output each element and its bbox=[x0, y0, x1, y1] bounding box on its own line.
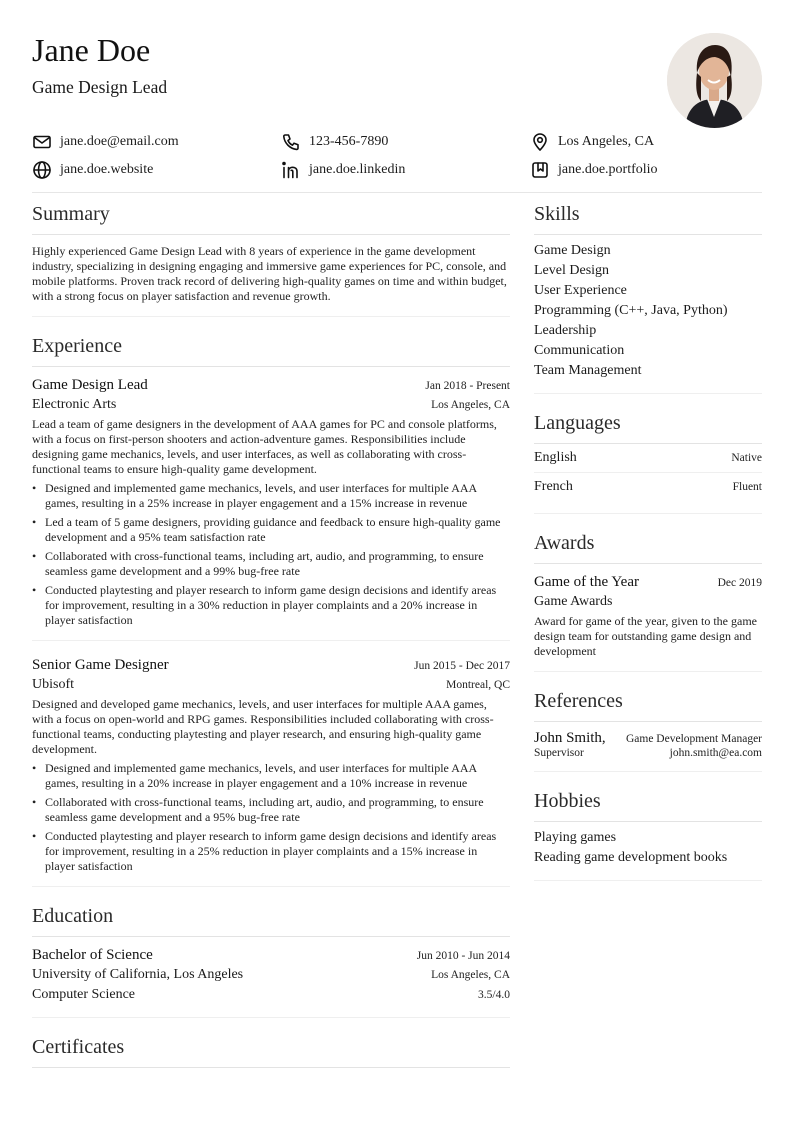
languages-section bbox=[534, 410, 762, 514]
award-title: Game of the Year bbox=[534, 574, 639, 590]
skills-heading: Skills bbox=[534, 201, 762, 235]
job-location: Montreal, QC bbox=[446, 679, 510, 691]
award-item bbox=[534, 572, 762, 659]
left-column bbox=[32, 201, 510, 1096]
resume-page bbox=[32, 30, 762, 1096]
skills-section bbox=[534, 201, 762, 394]
degree-name: Bachelor of Science bbox=[32, 947, 153, 963]
education-item bbox=[32, 945, 510, 1005]
gpa: 3.5/4.0 bbox=[478, 989, 510, 1001]
reference-email[interactable]: john.smith@ea.com bbox=[669, 747, 762, 759]
experience-section bbox=[32, 333, 510, 887]
skill-item: Programming (C++, Java, Python) bbox=[534, 303, 728, 318]
awards-heading: Awards bbox=[534, 530, 762, 564]
globe-icon bbox=[32, 160, 52, 180]
language-item bbox=[534, 444, 762, 472]
skill-item: User Experience bbox=[534, 283, 627, 298]
experience-heading: Experience bbox=[32, 333, 510, 367]
reference-item bbox=[534, 730, 762, 759]
location-pin-icon bbox=[530, 132, 550, 152]
contact-website[interactable] bbox=[32, 160, 281, 180]
mail-icon bbox=[32, 132, 52, 152]
references-heading: References bbox=[534, 688, 762, 722]
school-name: University of California, Los Angeles bbox=[32, 967, 244, 982]
language-level: Native bbox=[731, 452, 762, 464]
achievement-item: • Designed and implemented game mechanics, levels, and user interfaces for multiple AAA games, resulting in a 20% increase in player engagement and a 10% increase in revenue bbox=[32, 761, 510, 791]
language-name: English bbox=[534, 450, 577, 465]
company-name: Ubisoft bbox=[32, 677, 74, 692]
summary-text: Highly experienced Game Design Lead with 8 years of experience in the game development industry, specializing in designing engaging and immersive game experiences for PC, console, and mobile platforms. Proven track record of delivering high-quality games on time and within budget, with a strong focus on player satisfaction and revenue growth. bbox=[32, 244, 507, 303]
school-location: Los Angeles, CA bbox=[431, 969, 510, 981]
skill-item: Communication bbox=[534, 343, 625, 358]
header-divider bbox=[32, 192, 762, 193]
job-description: Designed and developed game mechanics, levels, and user interfaces for multiple AAA games, with a focus on open-world and RPG games. Responsibilities included collaborating with cross-functional teams, conducting playtesting and player research, and ensuring high-quality game development. bbox=[32, 697, 494, 756]
certificates-section bbox=[32, 1034, 510, 1080]
contact-linkedin-text: jane.doe.linkedin bbox=[309, 162, 406, 177]
field-of-study: Computer Science bbox=[32, 987, 136, 1002]
languages-heading: Languages bbox=[534, 410, 762, 444]
right-column bbox=[534, 201, 762, 1096]
profile-photo bbox=[667, 33, 762, 128]
skill-item: Level Design bbox=[534, 263, 610, 278]
summary-heading: Summary bbox=[32, 201, 510, 235]
references-section bbox=[534, 688, 762, 772]
linkedin-icon bbox=[281, 160, 301, 180]
reference-name: John Smith, bbox=[534, 730, 606, 746]
resume-header bbox=[32, 30, 762, 130]
contact-location bbox=[530, 132, 762, 152]
candidate-title: Game Design Lead bbox=[32, 77, 168, 97]
skill-item: Team Management bbox=[534, 363, 642, 378]
education-section bbox=[32, 903, 510, 1018]
job-title: Game Design Lead bbox=[32, 377, 148, 393]
hobbies-heading: Hobbies bbox=[534, 788, 762, 822]
achievement-item: • Collaborated with cross-functional teams, including art, audio, and programming, to ensure seamless game development and a 99% bug-free rate bbox=[32, 549, 510, 579]
education-heading: Education bbox=[32, 903, 510, 937]
summary-section bbox=[32, 201, 510, 317]
achievement-item: • Designed and implemented game mechanics, levels, and user interfaces for multiple AAA games, resulting in a 25% increase in player engagement and a 15% increase in revenue bbox=[32, 481, 510, 511]
hobbies-section bbox=[534, 788, 762, 881]
candidate-name: Jane Doe bbox=[32, 32, 151, 68]
education-dates: Jun 2010 - Jun 2014 bbox=[416, 950, 510, 962]
award-issuer: Game Awards bbox=[534, 594, 613, 609]
skills-list bbox=[534, 241, 762, 381]
contact-list bbox=[32, 132, 762, 180]
achievement-item: • Led a team of 5 game designers, providing guidance and feedback to ensure high-quality game development and a 95% team satisfaction rate bbox=[32, 515, 510, 545]
achievement-list bbox=[32, 761, 510, 874]
phone-icon bbox=[281, 132, 301, 152]
language-level: Fluent bbox=[732, 481, 762, 493]
contact-email-text: jane.doe@email.com bbox=[60, 134, 179, 149]
job-dates: Jun 2015 - Dec 2017 bbox=[414, 660, 510, 672]
experience-item bbox=[32, 375, 510, 628]
contact-phone-text: 123-456-7890 bbox=[309, 134, 389, 149]
portfolio-bookmark-icon bbox=[530, 160, 550, 180]
hobby-item: Reading game development books bbox=[534, 850, 728, 865]
awards-section bbox=[534, 530, 762, 672]
job-dates: Jan 2018 - Present bbox=[425, 380, 510, 392]
contact-portfolio[interactable] bbox=[530, 160, 762, 180]
hobby-item: Playing games bbox=[534, 830, 617, 845]
contact-linkedin[interactable] bbox=[281, 160, 530, 180]
achievement-list bbox=[32, 481, 510, 628]
achievement-item: • Conducted playtesting and player research to inform game design decisions and identify areas for improvement, resulting in a 30% reduction in player complaints and a 20% increase in player satisfaction bbox=[32, 583, 510, 628]
resume-body bbox=[32, 201, 762, 1096]
contact-email[interactable] bbox=[32, 132, 281, 152]
job-location: Los Angeles, CA bbox=[431, 399, 510, 411]
award-date: Dec 2019 bbox=[717, 577, 762, 589]
hobbies-list bbox=[534, 828, 762, 868]
job-description: Lead a team of game designers in the development of AAA games for PC and console platforms, with a focus on first-person shooters and action-adventure games. Responsibilities include designing game mechanics, levels, and user interfaces, as well as collaborating with cross-functional teams to ensure high-quality game development. bbox=[32, 417, 497, 476]
skill-item: Game Design bbox=[534, 243, 611, 258]
certificates-heading: Certificates bbox=[32, 1034, 510, 1068]
experience-item bbox=[32, 640, 510, 874]
achievement-item: • Collaborated with cross-functional teams, including art, audio, and programming, to ensure seamless game development and a 95% bug-free rate bbox=[32, 795, 510, 825]
language-item bbox=[534, 472, 762, 501]
skill-item: Leadership bbox=[534, 323, 597, 338]
contact-portfolio-text: jane.doe.portfolio bbox=[558, 162, 658, 177]
achievement-item: • Conducted playtesting and player research to inform game design decisions and identify areas for improvement, resulting in a 25% reduction in player complaints and a 15% increase in player satisfaction bbox=[32, 829, 510, 874]
contact-location-text: Los Angeles, CA bbox=[558, 134, 655, 149]
reference-position: Game Development Manager bbox=[625, 733, 762, 745]
contact-website-text: jane.doe.website bbox=[60, 162, 154, 177]
award-description: Award for game of the year, given to the game design team for outstanding game design and development bbox=[534, 614, 757, 658]
reference-relation: Supervisor bbox=[534, 747, 584, 759]
contact-phone[interactable] bbox=[281, 132, 530, 152]
job-title: Senior Game Designer bbox=[32, 657, 169, 673]
company-name: Electronic Arts bbox=[32, 397, 117, 412]
language-name: French bbox=[534, 479, 573, 494]
